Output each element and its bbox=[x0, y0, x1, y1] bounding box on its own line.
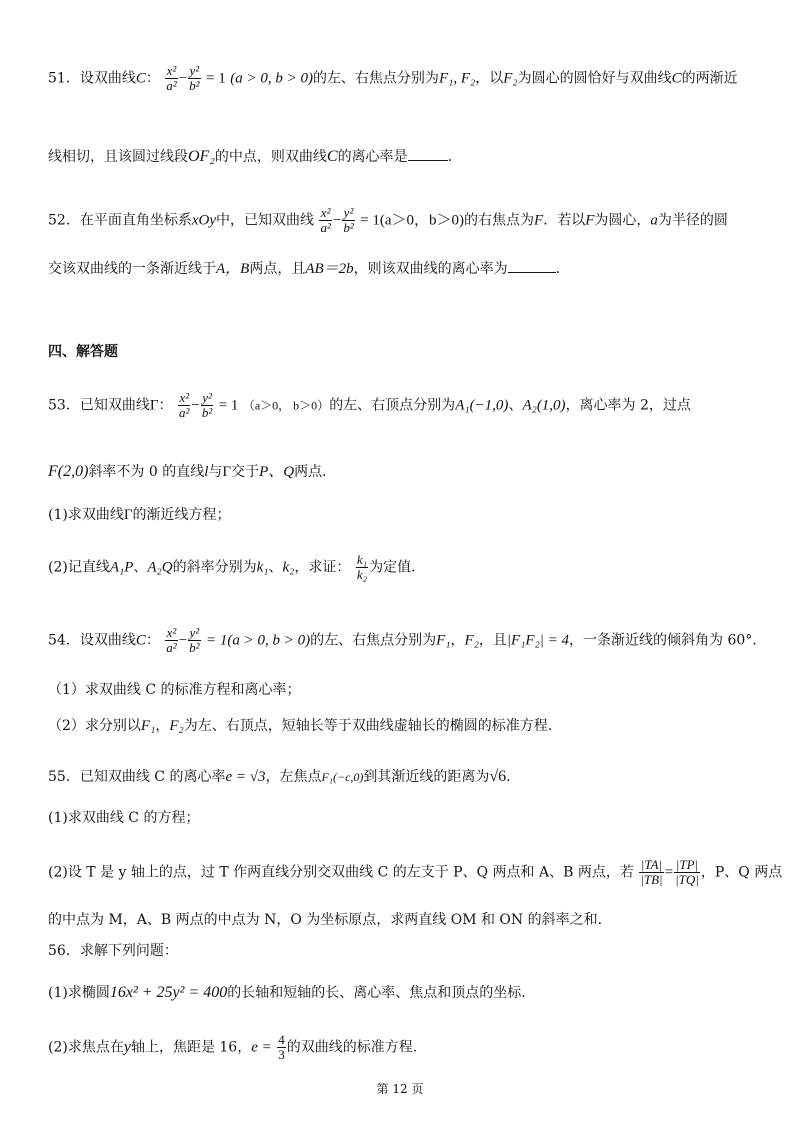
answer-blank bbox=[408, 146, 448, 161]
p52-line2: 交该双曲线的一条渐近线于A，B两点，且AB＝2b，则该双曲线的离心率为 ． bbox=[48, 258, 570, 279]
p55-ratio-ta-tb: $\frac{|TA|}{|TB|}$ bbox=[640, 857, 663, 887]
p56-eccentricity-fraction: $\frac{4}{3}$ bbox=[278, 1032, 285, 1062]
p56-number: 56． bbox=[48, 943, 80, 959]
p51-fraction-y: $\frac{\text{y²}}{\text{b²}}$ bbox=[189, 63, 200, 93]
p55-question-1: (1)求双曲线 C 的方程； bbox=[48, 810, 200, 826]
p52-number: 52． bbox=[48, 212, 80, 229]
answer-blank bbox=[508, 258, 556, 273]
p51-line2: 线相切，且该圆过线段OF₂的中点，则双曲线C的离心率是 . bbox=[48, 148, 453, 165]
p56-question-1: (1)求椭圆16x² + 25y² = 400的长轴和短轴的长、离心率、焦点和顶点的坐标. bbox=[48, 984, 526, 1001]
p52-fraction-x: $\frac{\text{x²}}{\text{a²}}$ bbox=[320, 205, 331, 235]
p55-number: 55． bbox=[48, 769, 80, 785]
p53-question-1: (1)求双曲线Γ的渐近线方程； bbox=[48, 507, 231, 523]
section-title: 四、解答题 bbox=[48, 344, 118, 360]
p53-fraction-y: $\frac{\text{y²}}{\text{b²}}$ bbox=[201, 390, 213, 420]
p53-question-2: (2)记直线A₁P、A₂Q的斜率分别为k₁、k₂，求证： $\frac{\text{k₁}}{\text{k₂}}$ 为定值． bbox=[48, 552, 426, 582]
p52-fraction-y: $\frac{\text{y²}}{\text{b²}}$ bbox=[343, 205, 354, 235]
p54-fraction-y: $\frac{\text{y²}}{\text{b²}}$ bbox=[189, 625, 200, 655]
p54-line1: 54．设双曲线C： $\frac{\text{x²}}{\text{a²}}$ − $\frac{\text{y²}}{\text{b²}}$ = 1(a > 0, b > 0)的左、右焦点分别为F₁，F₂，且|F₁F₂| = 4，一条渐近线的倾斜角为 60°. bbox=[48, 625, 757, 655]
p55-ratio-tp-tq: $\frac{|TP|}{|TQ|}$ bbox=[675, 857, 699, 887]
p55-line1: 55．已知双曲线 C 的离心率e = √3，左焦点F₁(−c,0)到其渐近线的距离为√6. bbox=[48, 768, 511, 785]
p55-question-2-line2: 的中点为 M，A、B 两点的中点为 N，O 为坐标原点，求两直线 OM 和 ON 的斜率之和. bbox=[48, 912, 603, 928]
p54-fraction-x: $\frac{\text{x²}}{\text{a²}}$ bbox=[166, 625, 177, 655]
p51-line1: 51．设双曲线C： $\frac{\text{x²}}{\text{a²}}$ − $\frac{\text{y²}}{\text{b²}}$ = 1 (a > 0, b > 0)的左、右焦点分别为F₁, F₂，以F₂为圆心的圆恰好与双曲线C的两渐近 bbox=[48, 63, 738, 93]
p54-number: 54． bbox=[48, 632, 80, 649]
p55-question-2-line1: (2)设 T 是 y 轴上的点，过 T 作两直线分别交双曲线 C 的左支于 P、Q 两点和 A、B 两点，若 $\frac{|TA|}{|TB|}$ = $\frac{|TP|}{|TQ|}$ ，P、Q 两点 bbox=[48, 857, 783, 887]
p53-fraction-x: $\frac{\text{x²}}{\text{a²}}$ bbox=[178, 390, 190, 420]
p51-number: 51． bbox=[48, 70, 80, 87]
p56-line1: 56．求解下列问题： bbox=[48, 943, 178, 959]
p54-question-2: （2）求分别以F₁，F₂为左、右顶点，短轴长等于双曲线虚轴长的椭圆的标准方程. bbox=[48, 718, 553, 734]
page-number: 第 12 页 bbox=[376, 1082, 424, 1096]
p51-fraction-x: $\frac{\text{x²}}{\text{a²}}$ bbox=[166, 63, 177, 93]
p53-line1: 53．已知双曲线Γ： $\frac{\text{x²}}{\text{a²}}$ − $\frac{\text{y²}}{\text{b²}}$ = 1 （a＞0， b＞0）的左、右顶点分别为A₁(−1,0)、A₂(1,0)，离心率为 2，过点 bbox=[48, 390, 691, 420]
p56-question-2: (2)求焦点在y轴上，焦距是 16，e = $\frac{4}{3}$ 的双曲线的标准方程. bbox=[48, 1032, 418, 1062]
p54-question-1: （1）求双曲线 C 的标准方程和离心率； bbox=[48, 682, 301, 698]
p52-line1: 52．在平面直角坐标系xOy中，已知双曲线 $\frac{\text{x²}}{\text{a²}}$ − $\frac{\text{y²}}{\text{b²}}$ = 1(a＞0，b＞0)的右焦点为F．若以F为圆心，a为半径的圆 bbox=[48, 205, 728, 235]
p53-number: 53． bbox=[48, 397, 80, 414]
p53-line2: F(2,0)斜率不为 0 的直线l与Γ交于P、Q两点． bbox=[48, 463, 337, 480]
p53-k-ratio: $\frac{\text{k₁}}{\text{k₂}}$ bbox=[356, 552, 368, 582]
